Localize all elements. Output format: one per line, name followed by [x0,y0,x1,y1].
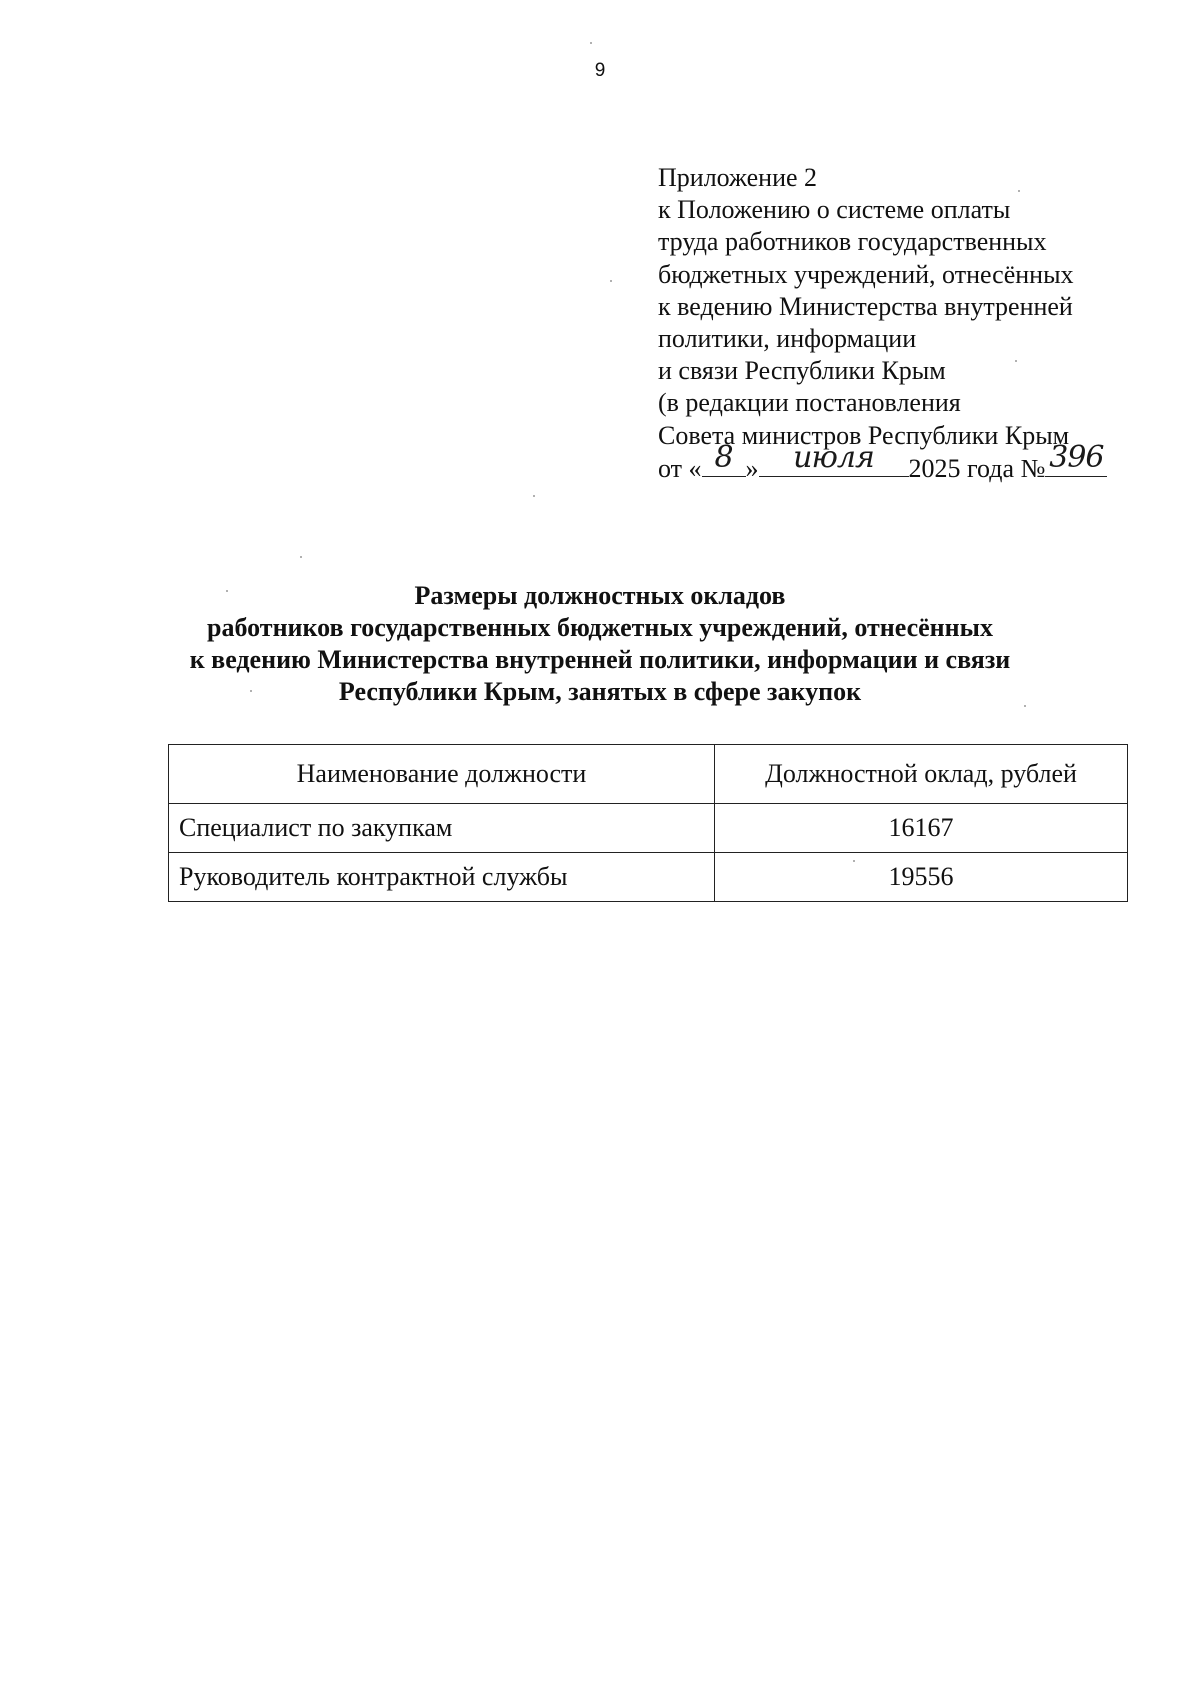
handwritten-number: 396 [1049,439,1104,475]
appendix-line: к ведению Министерства внутренней [658,291,1073,321]
scan-speck [1015,360,1017,362]
header-salary: Должностной оклад, рублей [715,745,1128,804]
appendix-line: (в редакции постановления [658,388,961,418]
appendix-line: труда работников государственных [658,227,1047,257]
scan-speck [300,556,302,558]
page-number: 9 [594,60,606,81]
title-line: Размеры должностных окладов [414,581,786,610]
cell-position: Специалист по закупкам [169,804,715,853]
title-line: работников государственных бюджетных учреждений, отнесённых [207,613,993,642]
appendix-line: Приложение 2 [658,163,818,192]
document-title [0,580,1200,708]
scan-speck [533,495,535,497]
handwritten-day: 8 [714,439,733,475]
date-mid: » [745,453,759,483]
appendix-line: к Положению о системе оплаты [658,195,1011,225]
scan-speck [226,590,228,592]
year-text: 2025 года № [908,453,1046,483]
cell-salary: 19556 [715,853,1128,902]
cell-position: Руководитель контрактной службы [169,853,715,902]
scan-speck [250,690,252,692]
date-prefix: от « [658,453,702,483]
scan-speck [853,860,855,862]
scan-speck [610,280,612,282]
appendix-line: бюджетных учреждений, отнесённых [658,259,1074,289]
title-line: Республики Крым, занятых в сфере закупок [338,677,862,706]
cell-salary: 16167 [715,804,1128,853]
scan-speck [590,42,592,44]
appendix-line: и связи Республики Крым [658,356,946,386]
day-blank [702,439,746,477]
table-row [169,853,1128,902]
handwritten-month: июля [793,439,874,475]
appendix-header [658,162,1178,485]
table-header-row [169,745,1128,804]
scan-speck [1018,190,1020,192]
title-line: к ведению Министерства внутренней политики, информации и связи [189,645,1011,674]
scan-speck [1024,705,1026,707]
month-blank [759,439,909,477]
appendix-line: политики, информации [658,324,917,354]
number-blank [1045,439,1107,477]
resolution-date-line [658,439,1178,485]
table-row [169,804,1128,853]
appendix-line: Совета министров Республики Крым [658,420,1070,450]
salary-table [168,744,1128,902]
header-position: Наименование должности [169,745,715,804]
